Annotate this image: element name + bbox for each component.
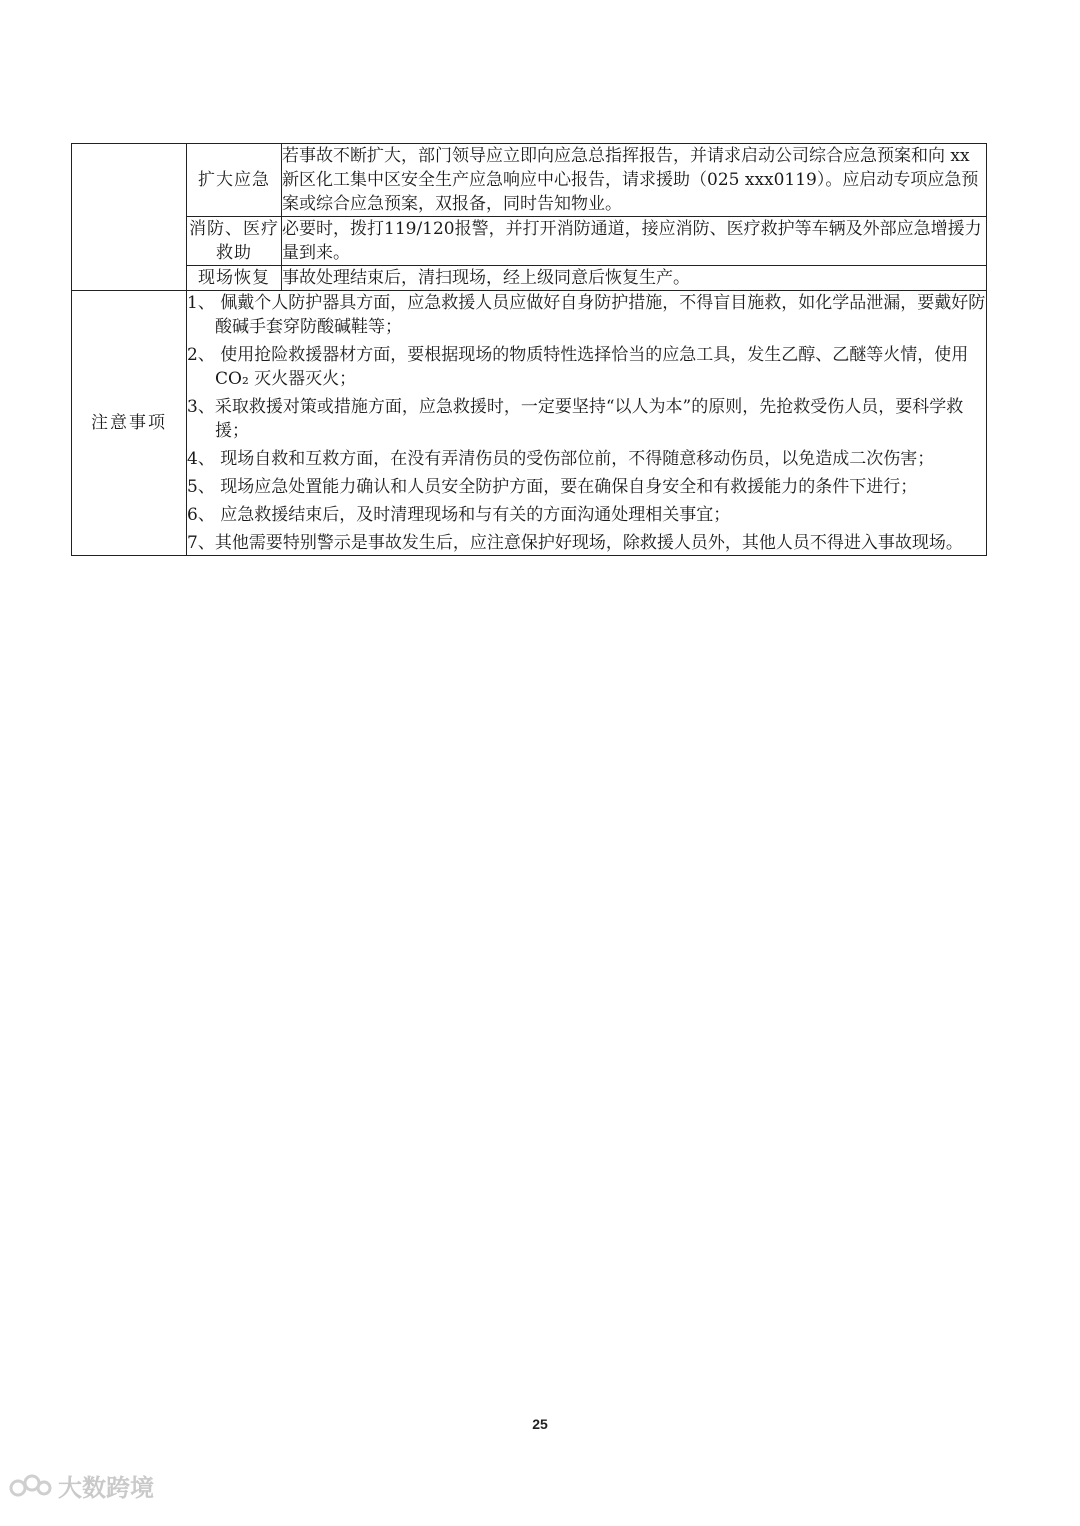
note-item: 5、 现场应急处置能力确认和人员安全防护方面，要在确保自身安全和有救援能力的条件下进行；	[187, 477, 918, 497]
row-content: 必要时，拨打119/120报警，并打开消防通道，接应消防、医疗救护等车辆及外部应急增援力量到来。	[282, 217, 987, 266]
table-row	[72, 291, 987, 556]
notes-label: 注意事项	[72, 291, 187, 556]
row-content: 若事故不断扩大，部门领导应立即向应急总指挥报告，并请求启动公司综合应急预案和向 xx 新区化工集中区安全生产应急响应中心报告，请求援助（025 xxx0119）。应启动专项应急预案或综合应急预案，双报备，同时告知物业。	[282, 144, 987, 217]
notes-cell	[187, 291, 987, 556]
empty-label-cell	[72, 144, 187, 291]
row-label: 现场恢复	[187, 266, 282, 291]
table-row	[72, 266, 987, 291]
page-number: 25	[532, 1416, 548, 1432]
row-label: 扩大应急	[187, 144, 282, 217]
watermark-text: 大数跨境	[58, 1475, 154, 1502]
row-content: 事故处理结束后，清扫现场，经上级同意后恢复生产。	[282, 266, 987, 291]
emergency-table	[71, 143, 987, 556]
row-label: 消防、医疗救助	[187, 217, 282, 266]
watermark	[8, 1468, 154, 1503]
note-item: 2、 使用抢险救援器材方面，要根据现场的物质特性选择恰当的应急工具，发生乙醇、乙醚等火情，使用 CO₂ 灭火器灭火；	[187, 345, 969, 389]
note-item: 3、采取救援对策或措施方面，应急救援时，一定要坚持“以人为本”的原则，先抢救受伤人员，要科学救援；	[187, 397, 964, 441]
table-row	[72, 144, 987, 217]
logo-icon	[8, 1471, 52, 1501]
table-row	[72, 217, 987, 266]
note-item: 4、 现场自救和互救方面，在没有弄清伤员的受伤部位前，不得随意移动伤员，以免造成二次伤害；	[187, 449, 935, 469]
note-item: 7、其他需要特别警示是事故发生后，应注意保护好现场，除救援人员外，其他人员不得进入事故现场。	[187, 533, 963, 553]
note-item: 1、 佩戴个人防护器具方面，应急救援人员应做好自身防护措施，不得盲目施救，如化学品泄漏，要戴好防酸碱手套穿防酸碱鞋等；	[187, 293, 986, 337]
note-item: 6、 应急救援结束后，及时清理现场和与有关的方面沟通处理相关事宜；	[187, 505, 731, 525]
